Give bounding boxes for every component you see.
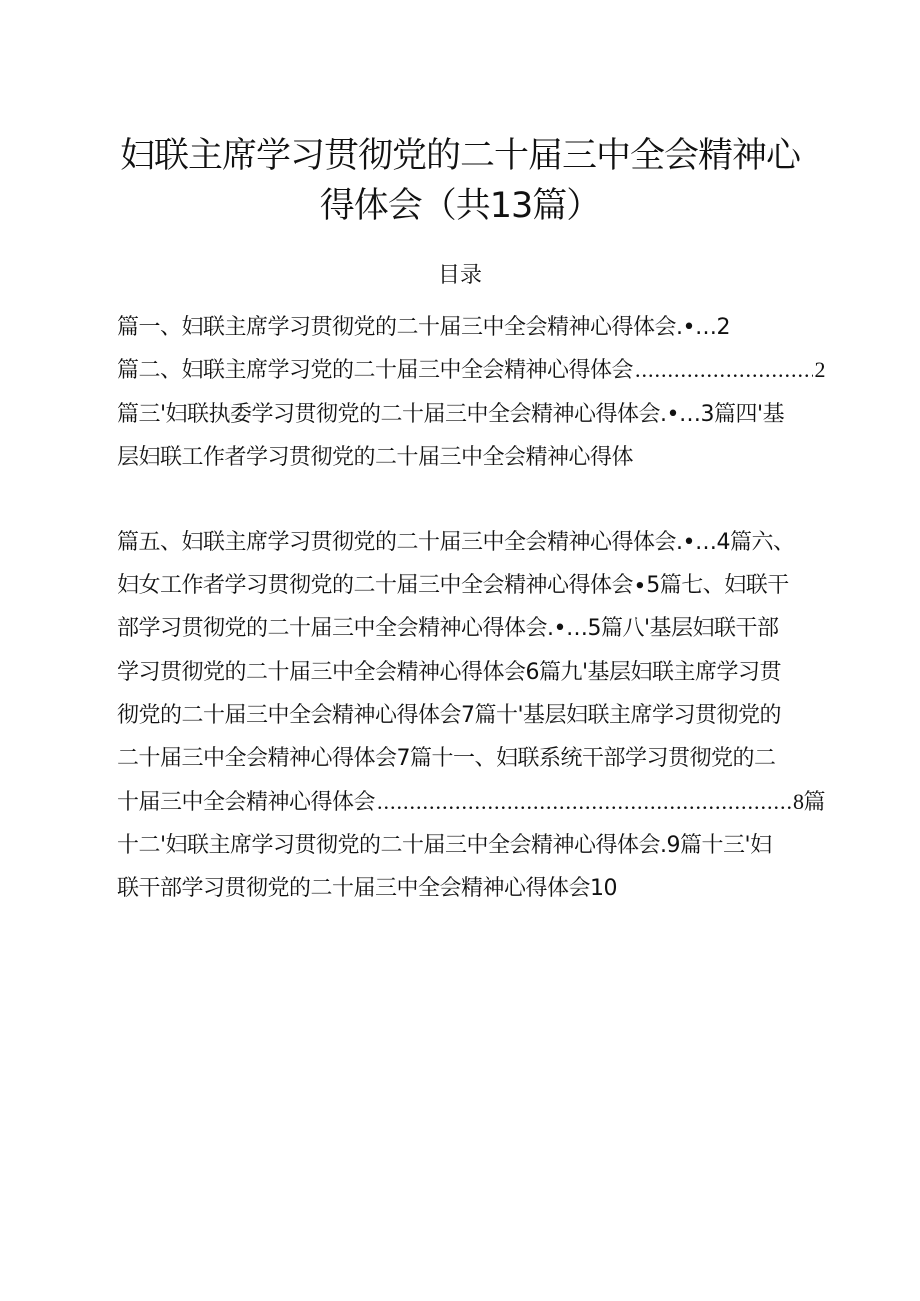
toc-line: 彻党的二十届三中全会精神心得体会7篇十'基层妇联主席学习贯彻党的 bbox=[117, 703, 782, 728]
toc-line: 二十届三中全会精神心得体会7篇十一、妇联系统干部学习贯彻党的二 bbox=[117, 746, 776, 771]
toc-line bbox=[117, 785, 825, 816]
document-title-line-2: 得体会（共13篇） bbox=[319, 186, 601, 226]
toc-line: 层妇联工作者学习贯彻党的二十届三中全会精神心得体 bbox=[117, 445, 634, 470]
toc-line: 篇一、妇联主席学习贯彻党的二十届三中全会精神心得体会.•…2 bbox=[117, 315, 730, 340]
toc-heading: 目录 bbox=[437, 263, 482, 288]
toc-page-number: 2 bbox=[814, 357, 825, 382]
toc-line: 联干部学习贯彻党的二十届三中全会精神心得体会10 bbox=[117, 876, 617, 901]
dot-leader bbox=[377, 789, 791, 815]
toc-line: 十二'妇联主席学习贯彻党的二十届三中全会精神心得体会.9篇十三'妇 bbox=[117, 833, 772, 858]
toc-line: 部学习贯彻党的二十届三中全会精神心得体会.•…5篇八'基层妇联干部 bbox=[117, 616, 779, 641]
toc-entry-text: 十届三中全会精神心得体会 bbox=[117, 790, 376, 815]
document-title-line-1: 妇联主席学习贯彻党的二十届三中全会精神心 bbox=[119, 136, 800, 176]
toc-entry-text: 篇二、妇联主席学习党的二十届三中全会精神心得体会 bbox=[117, 358, 634, 383]
toc-line: 篇五、妇联主席学习贯彻党的二十届三中全会精神心得体会.•…4篇六、 bbox=[117, 530, 795, 555]
toc-line: 学习贯彻党的二十届三中全会精神心得体会6篇九'基层妇联主席学习贯 bbox=[117, 660, 782, 685]
dot-leader bbox=[635, 357, 812, 383]
toc-line: 篇三'妇联执委学习贯彻党的二十届三中全会精神心得体会.•…3篇四'基 bbox=[117, 402, 785, 427]
toc-page-number: 8篇 bbox=[792, 789, 825, 814]
toc-line bbox=[117, 353, 825, 384]
toc-line: 妇女工作者学习贯彻党的二十届三中全会精神心得体会∙5篇七、妇联干 bbox=[117, 573, 789, 598]
